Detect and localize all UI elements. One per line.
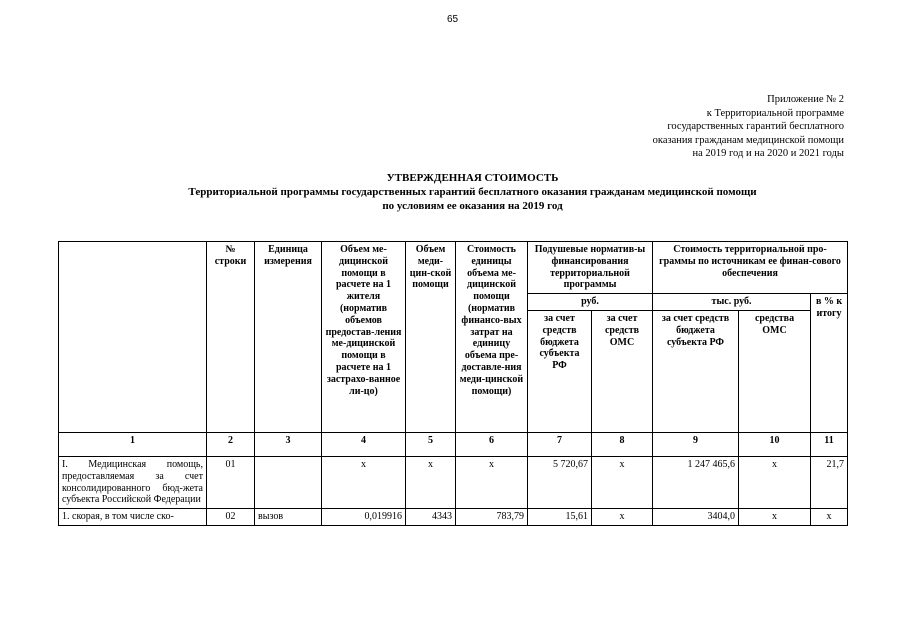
row-budget-thous: 3404,0 — [653, 509, 739, 526]
row-number: 02 — [207, 509, 255, 526]
column-number: 6 — [456, 432, 528, 456]
row-volume-per-resident: 0,019916 — [322, 509, 406, 526]
header-volume: Объем меди-цин-ской помощи — [406, 242, 456, 433]
row-percent: х — [811, 509, 848, 526]
row-volume: х — [406, 456, 456, 508]
column-number: 10 — [739, 432, 811, 456]
appendix-line: к Территориальной программе — [706, 107, 844, 119]
header-unit: Единица измерения — [255, 242, 322, 433]
row-oms-rub: х — [592, 509, 653, 526]
appendix-line: оказания гражданам медицинской помощи — [652, 134, 844, 146]
row-name: I. Медицинская помощь, предоставляемая за счет консолидированного бюд-жета субъекта Российской Федерации — [59, 456, 207, 508]
column-number: 1 — [59, 432, 207, 456]
column-number: 4 — [322, 432, 406, 456]
row-budget-rub: 5 720,67 — [528, 456, 592, 508]
row-volume-per-resident: х — [322, 456, 406, 508]
row-number: 01 — [207, 456, 255, 508]
column-number: 5 — [406, 432, 456, 456]
row-oms-thous: х — [739, 456, 811, 508]
page-number: 65 — [446, 14, 459, 25]
row-percent: 21,7 — [811, 456, 848, 508]
table-row — [59, 509, 848, 526]
column-number: 8 — [592, 432, 653, 456]
row-oms-thous: х — [739, 509, 811, 526]
header-row-1 — [59, 242, 848, 294]
row-unit — [255, 456, 322, 508]
title-line-3: по условиям ее оказания на 2019 год — [382, 200, 563, 212]
header-unit-cost: Стоимость единицы объема ме-дицинской помощи (норматив финансо-вых затрат на единицу объема пре-доставле-ния меди-цинской помощи) — [456, 242, 528, 433]
document-title — [100, 171, 845, 213]
header-oms: за счет средств ОМС — [592, 310, 653, 432]
row-oms-rub: х — [592, 456, 653, 508]
row-budget-rub: 15,61 — [528, 509, 592, 526]
appendix-line: на 2019 год и на 2020 и 2021 годы — [692, 148, 844, 159]
title-line-1: УТВЕРЖДЕННАЯ СТОИМОСТЬ — [386, 172, 559, 184]
header-oms-2: средства ОМС — [739, 310, 811, 432]
table-row — [59, 456, 848, 508]
appendix-note — [653, 93, 844, 161]
row-budget-thous: 1 247 465,6 — [653, 456, 739, 508]
header-volume-per-resident: Объем ме-дицинской помощи в расчете на 1 жителя (норматив объемов предостав-ления ме-дицинской помощи в расчете на 1 застрахо-ванное ли-цо) — [322, 242, 406, 433]
cost-table — [58, 241, 848, 526]
header-budget-rf: за счет средств бюджета субъекта РФ — [528, 310, 592, 432]
appendix-line: государственных гарантий бесплатного — [667, 121, 844, 132]
row-name: 1. скорая, в том числе ско- — [59, 509, 207, 526]
header-program-cost: Стоимость территориальной про-граммы по источникам ее финан-сового обеспечения — [653, 242, 848, 294]
title-line-2: Территориальной программы государственных гарантий бесплатного оказания гражданам медицинской помощи — [188, 186, 757, 198]
column-number-row — [59, 432, 848, 456]
column-number: 2 — [207, 432, 255, 456]
column-number: 9 — [653, 432, 739, 456]
column-number: 7 — [528, 432, 592, 456]
row-unit: вызов — [255, 509, 322, 526]
column-number: 3 — [255, 432, 322, 456]
header-per-capita: Подушевые норматив-ы финансирования территориальной программы — [528, 242, 653, 294]
row-volume: 4343 — [406, 509, 456, 526]
header-budget-rf-2: за счет средств бюджета субъекта РФ — [653, 310, 739, 432]
header-empty-cell — [59, 242, 207, 433]
row-unit-cost: 783,79 — [456, 509, 528, 526]
appendix-line: Приложение № 2 — [767, 94, 844, 105]
header-percent-total: в % к итогу — [811, 294, 848, 433]
header-thous-rub: тыс. руб. — [653, 294, 811, 311]
column-number: 11 — [811, 432, 848, 456]
row-unit-cost: х — [456, 456, 528, 508]
header-row-no: № строки — [207, 242, 255, 433]
header-rub: руб. — [528, 294, 653, 311]
